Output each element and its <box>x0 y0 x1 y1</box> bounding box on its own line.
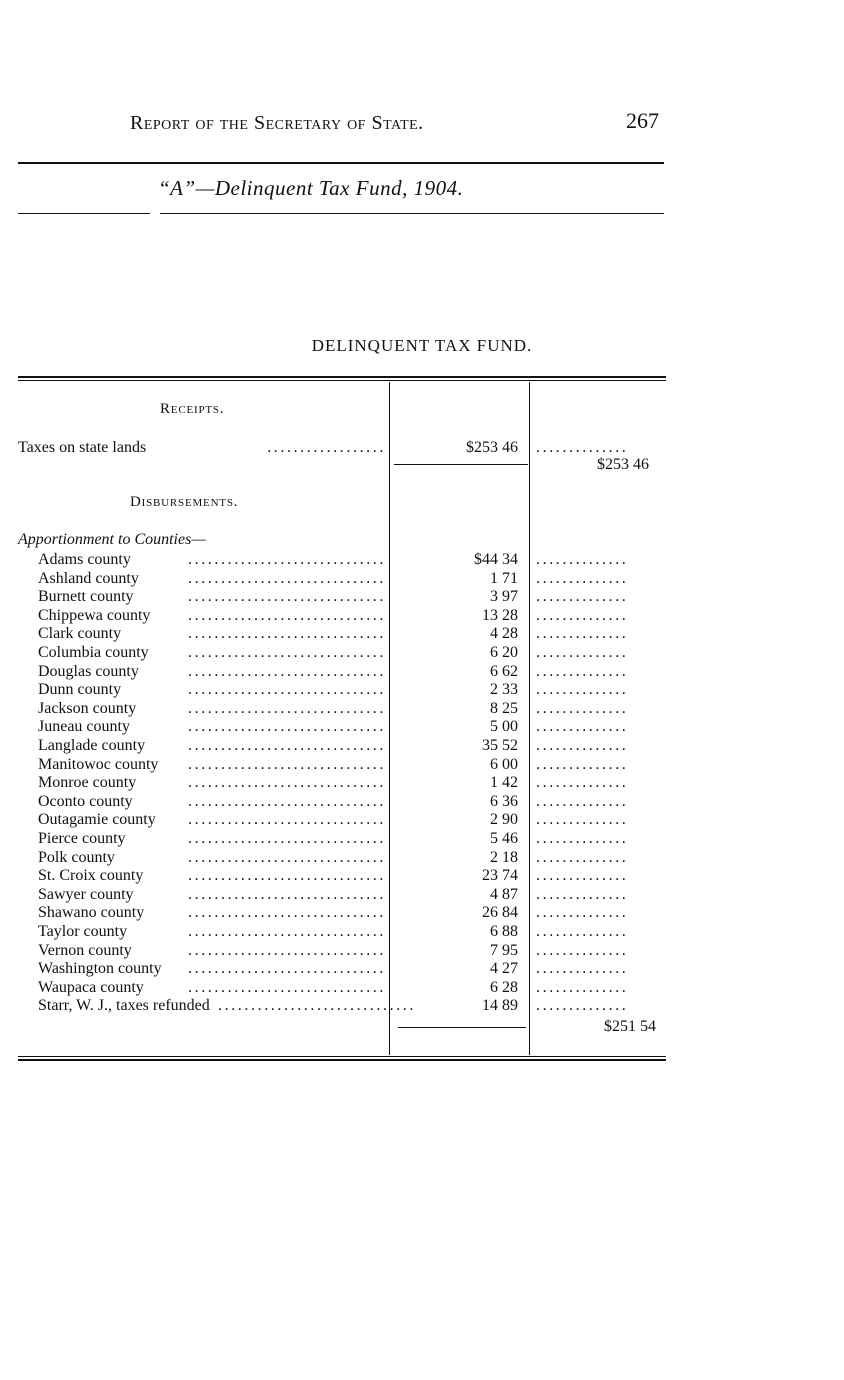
leader-dots: .............. <box>536 904 629 922</box>
leader-dots: .............................. <box>188 569 386 587</box>
table-row <box>0 960 844 979</box>
leader-dots: .............. <box>536 923 629 940</box>
county-label: Ashland county <box>38 569 139 587</box>
amount-cell: 1 42 <box>490 774 518 792</box>
amount-cell: 5 00 <box>490 718 518 736</box>
leader-dots: .............................. <box>218 997 416 1015</box>
table-row <box>0 849 844 868</box>
leader-dots: .............................. <box>188 811 386 829</box>
table-row <box>0 811 844 830</box>
amount-cell: 8 25 <box>490 699 518 717</box>
county-label: Langlade county <box>38 737 146 754</box>
county-label: Chippewa county <box>38 606 151 624</box>
table-row <box>0 830 844 849</box>
leader-dots: .............. <box>536 551 629 568</box>
leader-dots: .............. <box>536 569 629 587</box>
table-row <box>0 979 844 998</box>
county-label: Jackson county <box>38 699 137 717</box>
running-head: Report of the Secretary of State. <box>130 112 424 134</box>
county-label: Burnett county <box>38 588 134 606</box>
receipts-total: $253 46 <box>597 456 649 473</box>
leader-dots: .................. <box>267 439 386 456</box>
leader-dots: .............. <box>536 848 629 866</box>
amount-cell: 4 27 <box>490 960 518 978</box>
table-row <box>0 551 844 570</box>
leader-dots: .............................. <box>188 755 386 773</box>
amount-cell: 6 28 <box>490 978 518 996</box>
amount-cell: $44 34 <box>474 551 518 568</box>
subtitle-rule-right <box>160 213 664 214</box>
amount-cell: 4 28 <box>490 625 518 643</box>
table-row <box>0 923 844 942</box>
table-row <box>0 700 844 719</box>
leader-dots: .............. <box>536 885 629 903</box>
amount-cell: 35 52 <box>482 737 518 754</box>
county-label: Shawano county <box>38 904 145 922</box>
leader-dots: .............. <box>536 867 629 885</box>
disbursements-sum-rule <box>398 1027 526 1028</box>
leader-dots: .............................. <box>188 792 386 810</box>
leader-dots: .............................. <box>188 625 386 643</box>
county-label: Clark county <box>38 625 122 643</box>
county-label: Adams county <box>38 551 131 568</box>
amount-cell: 23 74 <box>482 867 518 885</box>
table-row <box>0 942 844 961</box>
leader-dots: .............. <box>536 606 629 624</box>
table-row <box>0 997 844 1016</box>
leader-dots: .............. <box>536 774 629 792</box>
county-label: Washington county <box>38 960 162 978</box>
leader-dots: .............................. <box>188 923 386 940</box>
county-label: Juneau county <box>38 718 130 736</box>
leader-dots: .............................. <box>188 588 386 606</box>
county-label: Polk county <box>38 848 115 866</box>
amount-cell: 2 33 <box>490 681 518 699</box>
section-title: DELINQUENT TAX FUND. <box>311 336 533 355</box>
table-row <box>0 607 844 626</box>
county-label: Outagamie county <box>38 811 156 829</box>
county-label: Pierce county <box>38 830 126 847</box>
amount-cell: 26 84 <box>482 904 518 922</box>
amount-cell: 2 18 <box>490 848 518 866</box>
apportionment-label: Apportionment to Counties— <box>18 531 206 548</box>
amount-cell: 6 88 <box>490 923 518 940</box>
table-row <box>0 644 844 663</box>
subtitle: “A”—Delinquent Tax Fund, 1904. <box>158 176 464 200</box>
leader-dots: .............................. <box>188 718 386 736</box>
leader-dots: .............. <box>536 699 629 717</box>
leader-dots: .............................. <box>188 662 386 680</box>
leader-dots: .............................. <box>188 904 386 922</box>
amount-cell: 2 90 <box>490 811 518 829</box>
subtitle-rule-left <box>18 213 150 214</box>
amount-cell: 6 00 <box>490 755 518 773</box>
table-row <box>0 718 844 737</box>
leader-dots: .............. <box>536 941 629 959</box>
county-label: Monroe county <box>38 774 137 792</box>
leader-dots: .............. <box>536 830 629 847</box>
county-label: Taylor county <box>38 923 128 940</box>
leader-dots: .............. <box>536 625 629 643</box>
table-row <box>0 625 844 644</box>
receipts-sum-rule <box>394 464 528 465</box>
leader-dots: .............. <box>536 737 629 754</box>
table-row <box>0 867 844 886</box>
leader-dots: .............. <box>536 644 629 661</box>
leader-dots: .............. <box>536 792 629 810</box>
leader-dots: .............. <box>536 811 629 829</box>
leader-dots: .............. <box>536 681 629 699</box>
county-label: Vernon county <box>38 941 132 959</box>
leader-dots: .............................. <box>188 960 386 978</box>
amount-cell: 13 28 <box>482 606 518 624</box>
leader-dots: .............. <box>536 662 629 680</box>
table-row <box>0 793 844 812</box>
table-row <box>0 663 844 682</box>
county-label: Sawyer county <box>38 885 134 903</box>
leader-dots: .............. <box>536 439 629 456</box>
disbursements-heading: Disbursements. <box>130 494 239 510</box>
header-rule <box>18 162 664 164</box>
county-label: Waupaca county <box>38 978 144 996</box>
amount-cell: 7 95 <box>490 941 518 959</box>
table-row <box>0 886 844 905</box>
table-row <box>0 570 844 589</box>
receipts-row <box>0 439 844 458</box>
leader-dots: .............. <box>536 978 629 996</box>
county-label: Manitowoc county <box>38 755 159 773</box>
amount-cell: 3 97 <box>490 588 518 606</box>
disbursements-total: $251 54 <box>604 1018 656 1035</box>
receipts-heading: Receipts. <box>160 401 225 417</box>
leader-dots: .............................. <box>188 774 386 792</box>
leader-dots: .............................. <box>188 606 386 624</box>
leader-dots: .............. <box>536 718 629 736</box>
table-top-rule-thin <box>18 380 666 381</box>
amount-cell: 6 62 <box>490 662 518 680</box>
amount-cell: 5 46 <box>490 830 518 847</box>
leader-dots: .............. <box>536 997 629 1015</box>
table-row <box>0 588 844 607</box>
amount-cell: 4 87 <box>490 885 518 903</box>
table-row <box>0 774 844 793</box>
table-row <box>0 756 844 775</box>
table-row <box>0 904 844 923</box>
leader-dots: .............................. <box>188 885 386 903</box>
page-number: 267 <box>626 108 659 133</box>
leader-dots: .............. <box>536 960 629 978</box>
leader-dots: .............................. <box>188 867 386 885</box>
leader-dots: .............. <box>536 755 629 773</box>
receipts-label: Taxes on state lands <box>18 439 147 456</box>
receipts-amount: $253 46 <box>466 439 518 456</box>
county-label: Oconto county <box>38 792 133 810</box>
leader-dots: .............. <box>536 588 629 606</box>
table-bottom-rule-thick <box>18 1059 666 1061</box>
leader-dots: .............................. <box>188 830 386 847</box>
table-row <box>0 737 844 756</box>
county-label: Dunn county <box>38 681 122 699</box>
county-label: St. Croix county <box>38 867 144 885</box>
amount-cell: 6 36 <box>490 792 518 810</box>
leader-dots: .............................. <box>188 737 386 754</box>
amount-cell: 6 20 <box>490 644 518 661</box>
leader-dots: .............................. <box>188 551 386 568</box>
county-label: Columbia county <box>38 644 149 661</box>
table-top-rule-thick <box>18 376 666 378</box>
table-row <box>0 681 844 700</box>
county-label: Douglas county <box>38 662 139 680</box>
county-label: Starr, W. J., taxes refunded <box>38 997 210 1015</box>
leader-dots: .............................. <box>188 848 386 866</box>
amount-cell: 1 71 <box>490 569 518 587</box>
leader-dots: .............................. <box>188 978 386 996</box>
leader-dots: .............................. <box>188 941 386 959</box>
leader-dots: .............................. <box>188 681 386 699</box>
leader-dots: .............................. <box>188 644 386 661</box>
amount-cell: 14 89 <box>482 997 518 1015</box>
table-bottom-rule-thin <box>18 1056 666 1057</box>
leader-dots: .............................. <box>188 699 386 717</box>
